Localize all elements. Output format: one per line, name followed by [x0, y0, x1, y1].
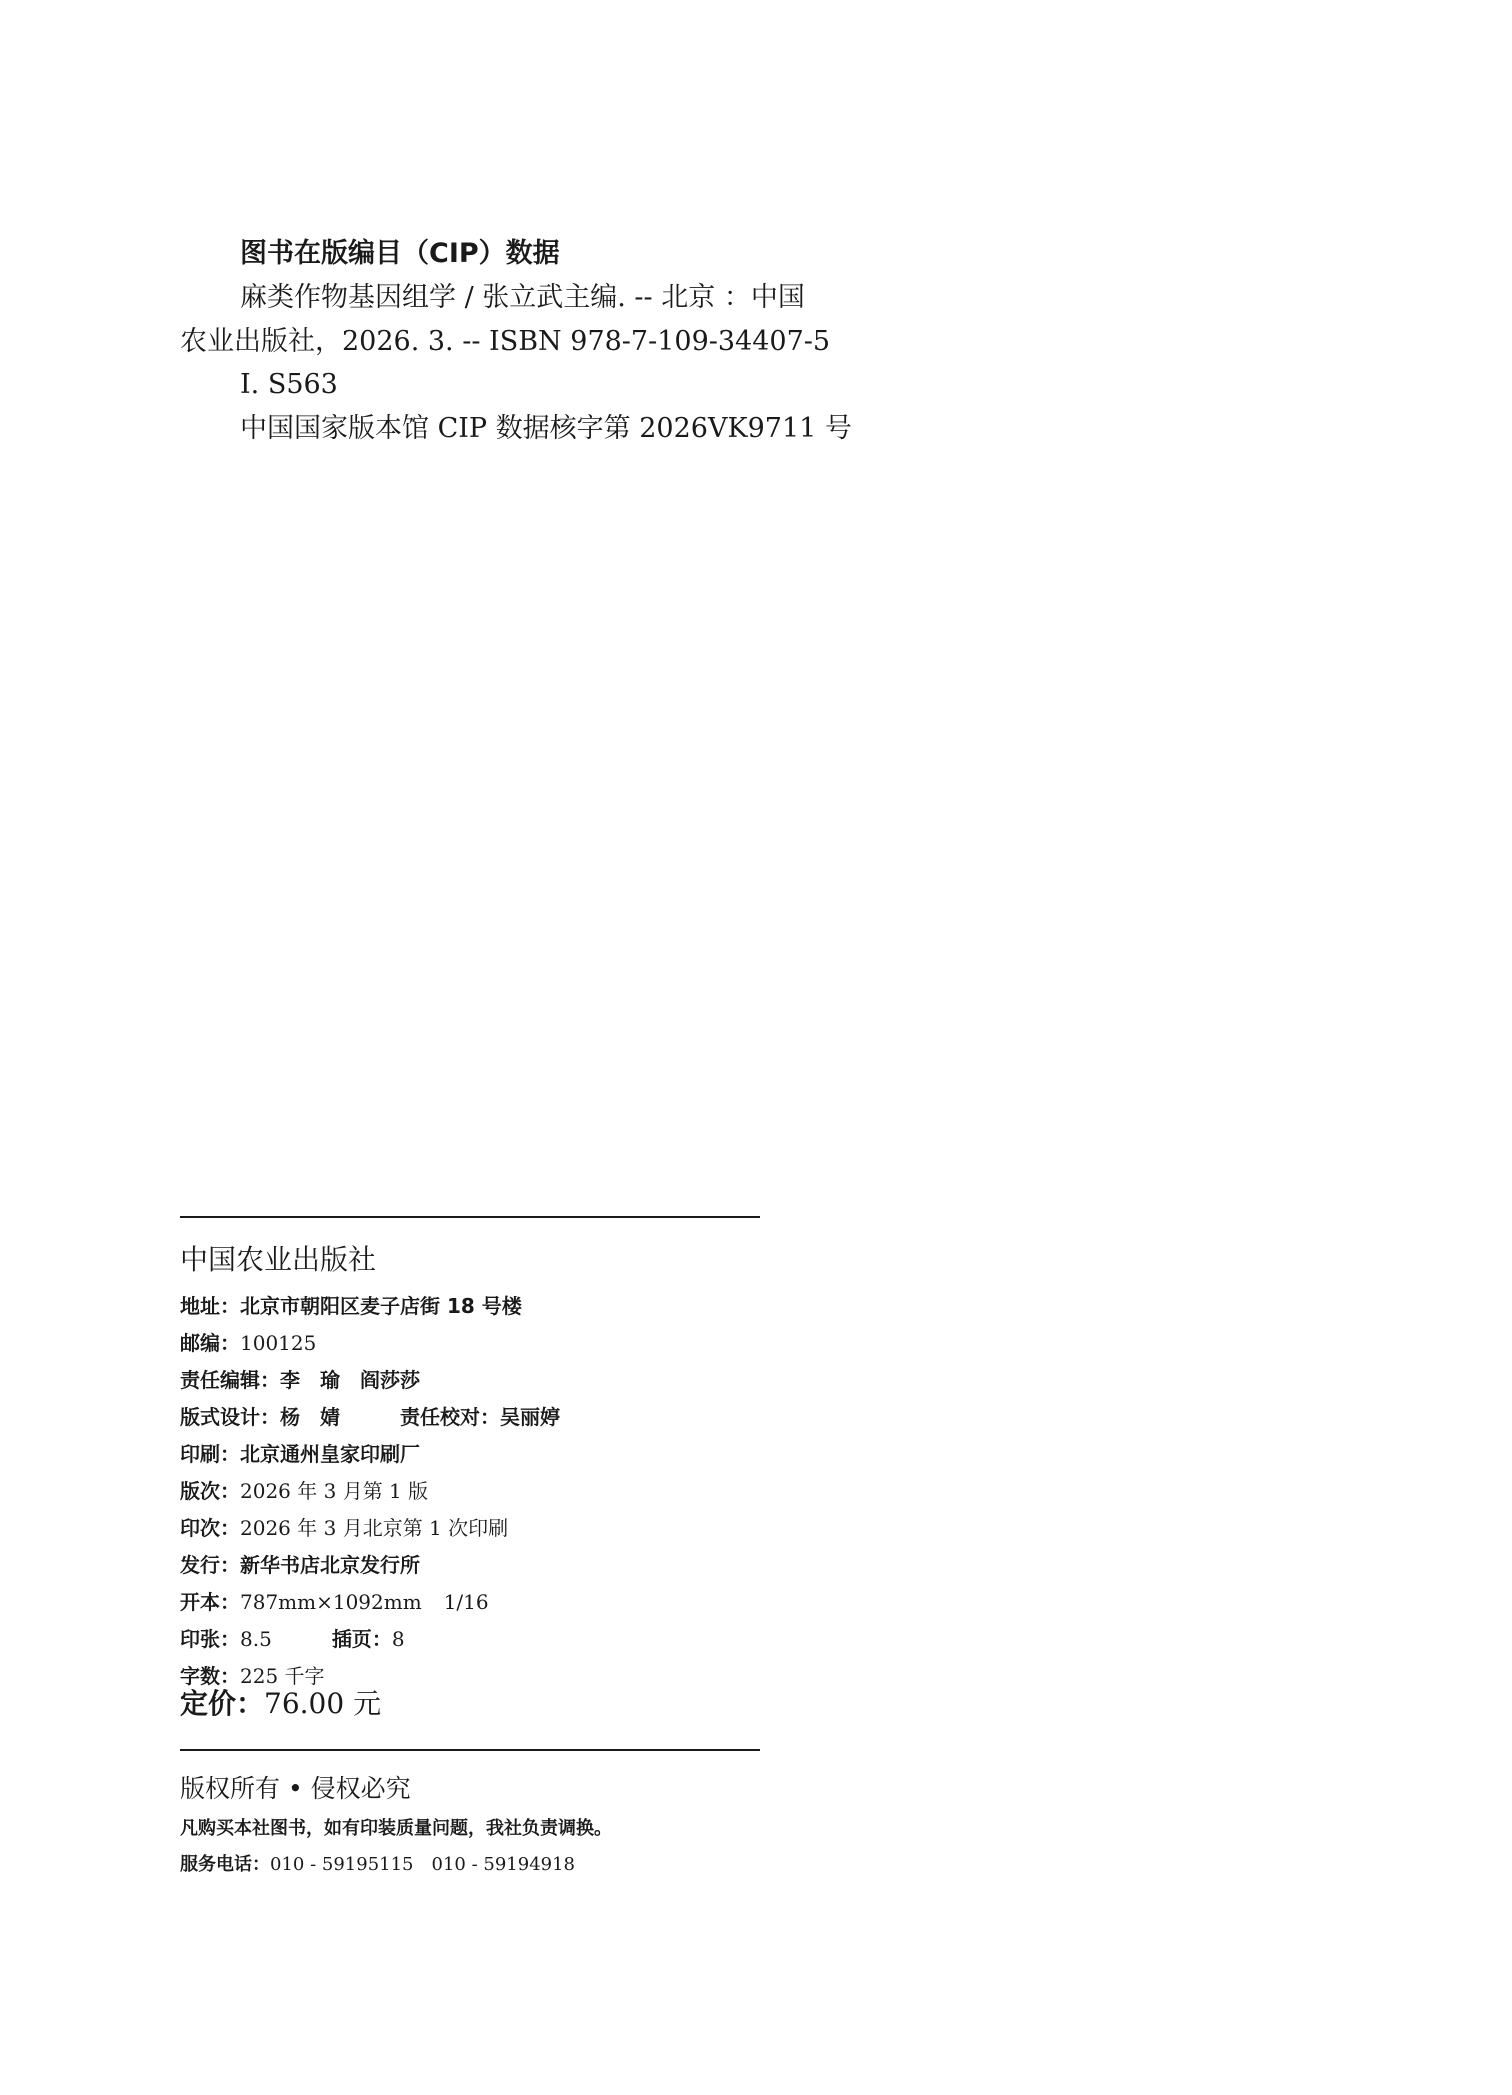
format-row: 开本：787mm×1092mm 1/16 [180, 1590, 489, 1614]
editor-label: 责任编辑 [180, 1368, 260, 1392]
format-label: 开本 [180, 1590, 220, 1614]
address-value: 北京市朝阳区麦子店街 18 号楼 [240, 1294, 522, 1318]
rights-exchange-notice: 凡购买本社图书，如有印装质量问题，我社负责调换。 [180, 1818, 612, 1839]
wordcount-value: 225 千字 [240, 1664, 325, 1688]
address-label: 地址 [180, 1294, 220, 1318]
publisher-name: 中国农业出版社 [180, 1243, 377, 1276]
format-size-value: 787mm×1092mm [240, 1590, 422, 1614]
distribution-row: 发行：新华书店北京发行所 [180, 1553, 420, 1577]
printing-row: 印次：2026 年 3 月北京第 1 次印刷 [180, 1516, 509, 1540]
edition-label: 版次 [180, 1479, 220, 1503]
postcode-row: 邮编：100125 [180, 1331, 317, 1355]
inserts-value: 8 [391, 1627, 405, 1651]
postcode-label: 邮编 [180, 1331, 220, 1355]
design-proofread-row: 版式设计：杨 婧 责任校对：吴丽婷 [180, 1405, 560, 1429]
address-row: 地址：北京市朝阳区麦子店街 18 号楼 [180, 1294, 522, 1318]
distribution-value: 新华书店北京发行所 [240, 1553, 420, 1577]
service-phone-value: 010 - 59195115 010 - 59194918 [270, 1854, 575, 1875]
printing-value: 2026 年 3 月北京第 1 次印刷 [240, 1516, 509, 1540]
edition-value: 2026 年 3 月第 1 版 [240, 1479, 429, 1503]
design-label: 版式设计 [180, 1405, 260, 1429]
inserts-label: 插页 [331, 1627, 372, 1651]
sheets-row: 印张：8.5 插页：8 [180, 1627, 405, 1651]
editor-row: 责任编辑：李 瑜 阎莎莎 [180, 1368, 420, 1392]
editor-value: 李 瑜 阎莎莎 [280, 1368, 420, 1392]
cip-line-verification: 中国国家版本馆 CIP 数据核字第 2026VK9711 号 [240, 413, 852, 444]
sheets-label: 印张 [180, 1627, 220, 1651]
cip-line-title-author: 麻类作物基因组学 / 张立武主编. -- 北京 ：中国 [240, 282, 805, 313]
printer-row: 印刷：北京通州皇家印刷厂 [180, 1442, 420, 1466]
divider-bottom [180, 1749, 760, 1751]
distribution-label: 发行 [180, 1553, 220, 1577]
proofread-value: 吴丽婷 [500, 1405, 560, 1429]
sheets-value: 8.5 [240, 1627, 272, 1651]
printer-label: 印刷 [180, 1442, 220, 1466]
edition-row: 版次：2026 年 3 月第 1 版 [180, 1479, 429, 1503]
cip-line-publisher-isbn: 农业出版社，2026. 3. -- ISBN 978-7-109-34407-5 [180, 326, 831, 357]
price-value: 76.00 元 [264, 1687, 382, 1720]
price-row: 定价：76.00 元 [180, 1687, 382, 1720]
service-phone-row: 服务电话：010 - 59195115 010 - 59194918 [180, 1854, 575, 1875]
wordcount-row: 字数：225 千字 [180, 1664, 325, 1688]
printing-label: 印次 [180, 1516, 220, 1540]
wordcount-label: 字数 [180, 1664, 220, 1688]
postcode-value: 100125 [240, 1331, 317, 1355]
format-fold-value: 1/16 [443, 1590, 489, 1614]
cip-heading: 图书在版编目（CIP）数据 [240, 238, 560, 269]
cip-line-classification: Ⅰ. S563 [240, 369, 338, 400]
printer-value: 北京通州皇家印刷厂 [240, 1442, 420, 1466]
rights-title: 版权所有 • 侵权必究 [180, 1774, 411, 1803]
divider-top [180, 1216, 760, 1218]
service-phone-label: 服务电话 [180, 1854, 252, 1875]
price-label: 定价 [180, 1687, 237, 1720]
proofread-label: 责任校对 [400, 1405, 480, 1429]
design-value: 杨 婧 [280, 1405, 340, 1429]
